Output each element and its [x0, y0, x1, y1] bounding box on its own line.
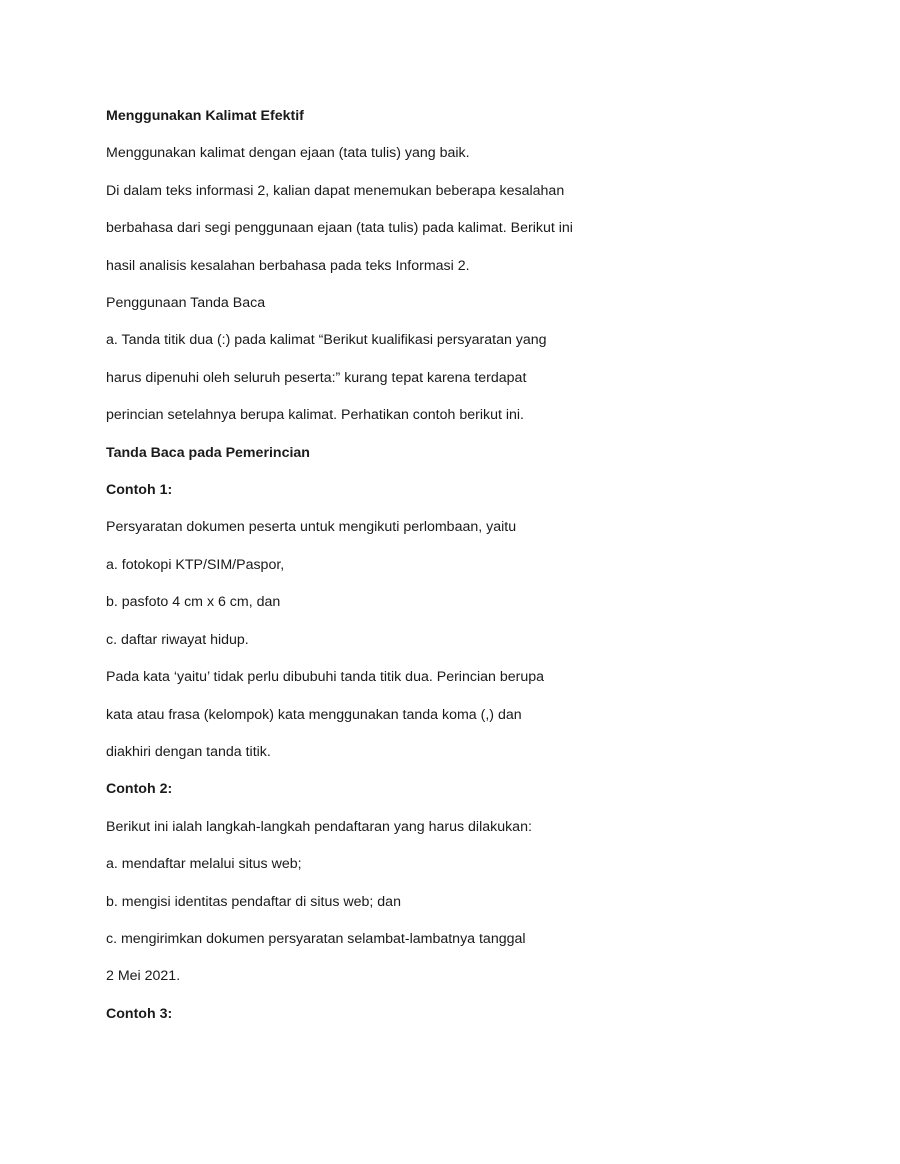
- paragraph-line: Pada kata ‘yaitu’ tidak perlu dibubuhi tanda titik dua. Perincian berupa: [106, 669, 544, 685]
- paragraph-line: perincian setelahnya berupa kalimat. Perhatikan contoh berikut ini.: [106, 407, 524, 423]
- paragraph-line: diakhiri dengan tanda titik.: [106, 744, 271, 760]
- heading-contoh-1: Contoh 1:: [106, 482, 173, 498]
- heading-kalimat-efektif: Menggunakan Kalimat Efektif: [106, 108, 304, 124]
- paragraph-line: hasil analisis kesalahan berbahasa pada teks Informasi 2.: [106, 258, 470, 274]
- paragraph-line: Menggunakan kalimat dengan ejaan (tata tulis) yang baik.: [106, 145, 470, 161]
- heading-contoh-3: Contoh 3:: [106, 1006, 173, 1022]
- paragraph-line: Di dalam teks informasi 2, kalian dapat menemukan beberapa kesalahan: [106, 183, 565, 199]
- paragraph-line: kata atau frasa (kelompok) kata menggunakan tanda koma (,) dan: [106, 707, 522, 723]
- paragraph-line: harus dipenuhi oleh seluruh peserta:” kurang tepat karena terdapat: [106, 370, 527, 386]
- list-item: a. fotokopi KTP/SIM/Paspor,: [106, 557, 285, 573]
- heading-tanda-baca-pemerincian: Tanda Baca pada Pemerincian: [106, 445, 310, 461]
- list-item: c. mengirimkan dokumen persyaratan selambat-lambatnya tanggal: [106, 931, 526, 947]
- paragraph-line: Berikut ini ialah langkah-langkah pendaftaran yang harus dilakukan:: [106, 819, 532, 835]
- list-item: b. mengisi identitas pendaftar di situs web; dan: [106, 894, 401, 910]
- subheading-line: Penggunaan Tanda Baca: [106, 295, 266, 311]
- list-item-continuation: 2 Mei 2021.: [106, 968, 181, 984]
- list-item: a. mendaftar melalui situs web;: [106, 856, 302, 872]
- paragraph-line: Persyaratan dokumen peserta untuk mengikuti perlombaan, yaitu: [106, 519, 517, 535]
- paragraph-line: berbahasa dari segi penggunaan ejaan (tata tulis) pada kalimat. Berikut ini: [106, 220, 573, 236]
- paragraph-line: a. Tanda titik dua (:) pada kalimat “Berikut kualifikasi persyaratan yang: [106, 332, 547, 348]
- heading-contoh-2: Contoh 2:: [106, 781, 173, 797]
- list-item: b. pasfoto 4 cm x 6 cm, dan: [106, 594, 281, 610]
- list-item: c. daftar riwayat hidup.: [106, 632, 249, 648]
